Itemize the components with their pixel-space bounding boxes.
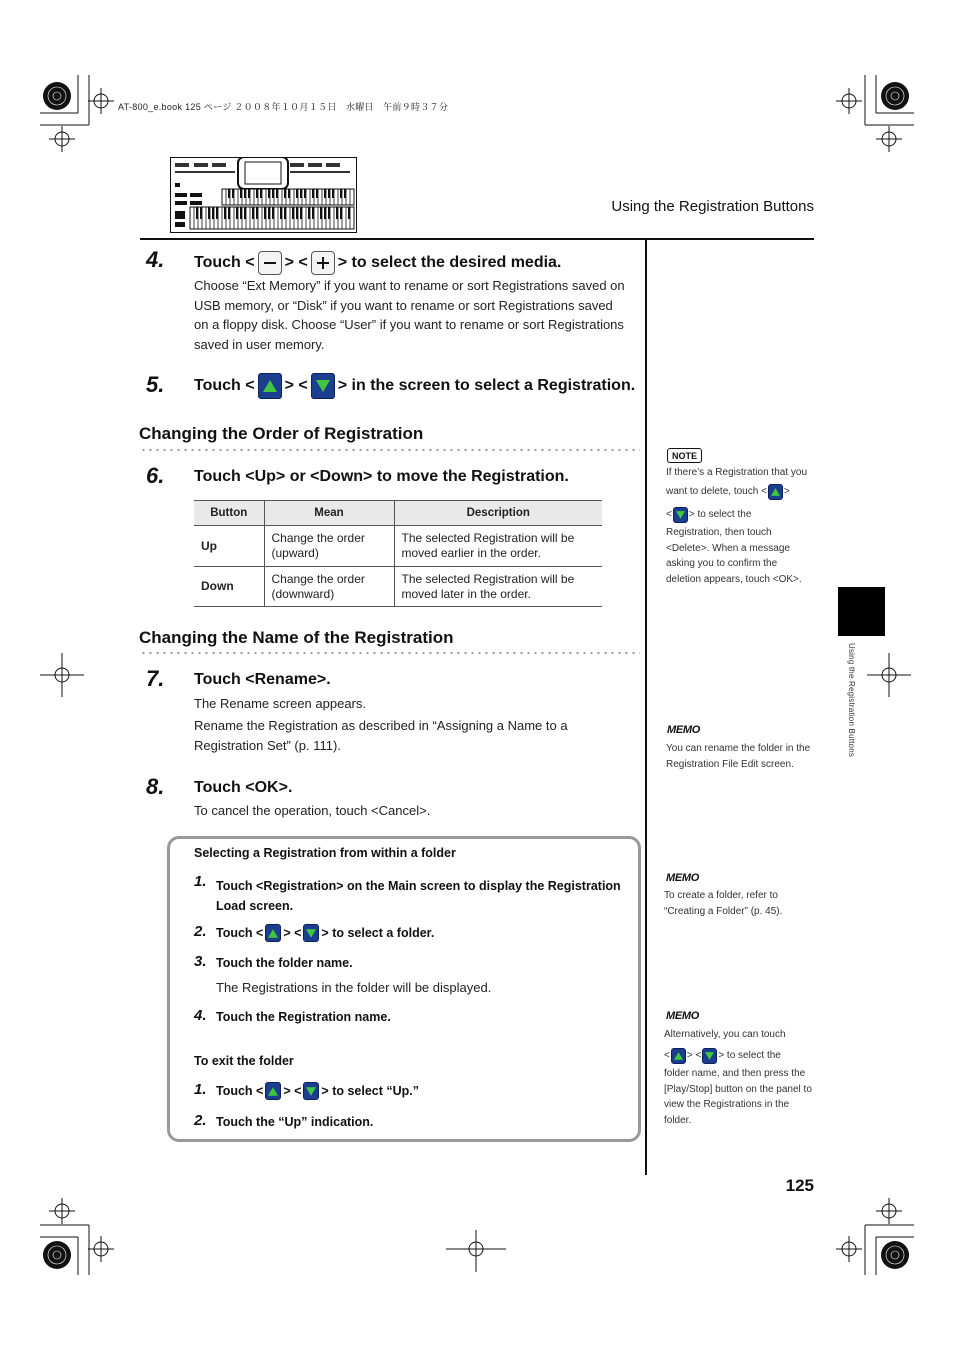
box-step-number: 1. — [194, 1081, 207, 1098]
box-subtitle: To exit the folder — [194, 1054, 294, 1068]
organ-panel-illustration — [170, 157, 357, 233]
table-cell: Down — [194, 567, 264, 607]
box-title: Selecting a Registration from within a folder — [194, 846, 456, 860]
note-text: want to delete, touch < > — [666, 484, 790, 500]
table-header: Mean — [264, 501, 394, 526]
memo-text: < > < > to select the — [664, 1048, 781, 1064]
up-arrow-icon — [265, 924, 281, 942]
table-cell: Up — [194, 526, 264, 567]
step-number: 4. — [146, 247, 165, 272]
memo-text: To create a folder, refer to “Creating a Folder” (p. 45). — [664, 890, 783, 917]
section-heading: Changing the Name of the Registration — [139, 628, 454, 647]
table-header: Button — [194, 501, 264, 526]
down-arrow-icon — [311, 373, 335, 399]
box-step-number: 3. — [194, 953, 207, 970]
box-step-number: 2. — [194, 923, 207, 940]
box-step-text: Touch <Registration> on the Main screen to display the Registration Load screen. — [216, 879, 621, 913]
down-arrow-icon — [673, 507, 688, 523]
dotted-rule — [140, 448, 640, 452]
note-text: Registration, then touch <Delete>. When a message asking you to confirm the deletion appears, touch <OK>. — [666, 527, 802, 585]
table-cell: Change the order (downward) — [264, 567, 394, 607]
plus-icon — [311, 251, 335, 275]
up-arrow-icon — [768, 484, 783, 500]
box-step-number: 4. — [194, 1007, 207, 1024]
memo-text: You can rename the folder in the Registration File Edit screen. — [666, 743, 811, 770]
memo-text: Alternatively, you can touch — [664, 1029, 786, 1040]
box-step-body: The Registrations in the folder will be displayed. — [216, 980, 492, 995]
table-cell: The selected Registration will be moved later in the order. — [394, 567, 602, 607]
down-arrow-icon — [303, 924, 319, 942]
running-header: Using the Registration Buttons — [611, 198, 814, 215]
minus-icon — [258, 251, 282, 275]
down-arrow-icon — [303, 1082, 319, 1100]
step-number: 5. — [146, 372, 165, 397]
table-row — [194, 567, 602, 607]
step-number: 8. — [146, 774, 165, 799]
box-step-text: Touch < > < > to select a folder. — [216, 926, 435, 940]
up-arrow-icon — [265, 1082, 281, 1100]
page-number: 125 — [785, 1176, 814, 1195]
step-body: Choose “Ext Memory” if you want to rename or sort Registrations saved on USB memory, or “Disk” if you want to rename or sort Registrations saved on a floppy disk. Choose “User” if you want to rename or sort Registrations saved in user memory. — [194, 278, 625, 352]
step-body: To cancel the operation, touch <Cancel>. — [194, 803, 431, 818]
up-arrow-icon — [671, 1048, 686, 1064]
step-title: Touch < > < > to select the desired media. — [194, 251, 561, 275]
chapter-tab — [838, 587, 885, 636]
chapter-tab-label: Using the Registration Buttons — [847, 643, 856, 758]
memo-text: folder name, and then press the [Play/Stop] button on the panel to view the Registrations in the folder. — [664, 1068, 812, 1126]
step-number: 6. — [146, 463, 165, 488]
table-cell: Change the order (upward) — [264, 526, 394, 567]
step-body: Rename the Registration as described in “Assigning a Name to a Registration Set” (p. 111). — [194, 718, 568, 753]
step-title: Touch <Rename>. — [194, 671, 331, 688]
button-table — [194, 500, 602, 607]
table-header-row — [194, 501, 602, 526]
up-arrow-icon — [258, 373, 282, 399]
table-row — [194, 526, 602, 567]
table-cell: The selected Registration will be moved earlier in the order. — [394, 526, 602, 567]
box-step-text: Touch the folder name. — [216, 956, 353, 970]
box-step-text: Touch < > < > to select “Up.” — [216, 1084, 420, 1098]
section-heading: Changing the Order of Registration — [139, 424, 424, 443]
print-header: AT-800_e.book 125 ページ ２００８年１０月１５日 水曜日 午前９時３７分 — [118, 102, 449, 112]
down-arrow-icon — [702, 1048, 717, 1064]
note-text: If there’s a Registration that you — [666, 467, 808, 478]
dotted-rule — [140, 651, 640, 655]
note-label: NOTE — [667, 448, 702, 463]
step-title: Touch <OK>. — [194, 779, 293, 796]
step-number: 7. — [146, 666, 165, 691]
step-title: Touch <Up> or <Down> to move the Registration. — [194, 468, 569, 485]
note-text: < > to select the — [666, 507, 751, 523]
column-divider — [645, 240, 647, 1175]
step-title: Touch < > < > in the screen to select a Registration. — [194, 373, 635, 399]
header-rule — [140, 238, 814, 240]
box-step-text: Touch the Registration name. — [216, 1010, 391, 1024]
box-step-number: 1. — [194, 873, 207, 890]
memo-icon: MEMO — [666, 872, 700, 884]
box-step-text: Touch the “Up” indication. — [216, 1115, 374, 1129]
memo-icon: MEMO — [666, 1010, 700, 1022]
memo-icon: MEMO — [667, 724, 701, 736]
table-header: Description — [394, 501, 602, 526]
box-step-number: 2. — [194, 1112, 207, 1129]
step-body: The Rename screen appears. — [194, 696, 366, 711]
